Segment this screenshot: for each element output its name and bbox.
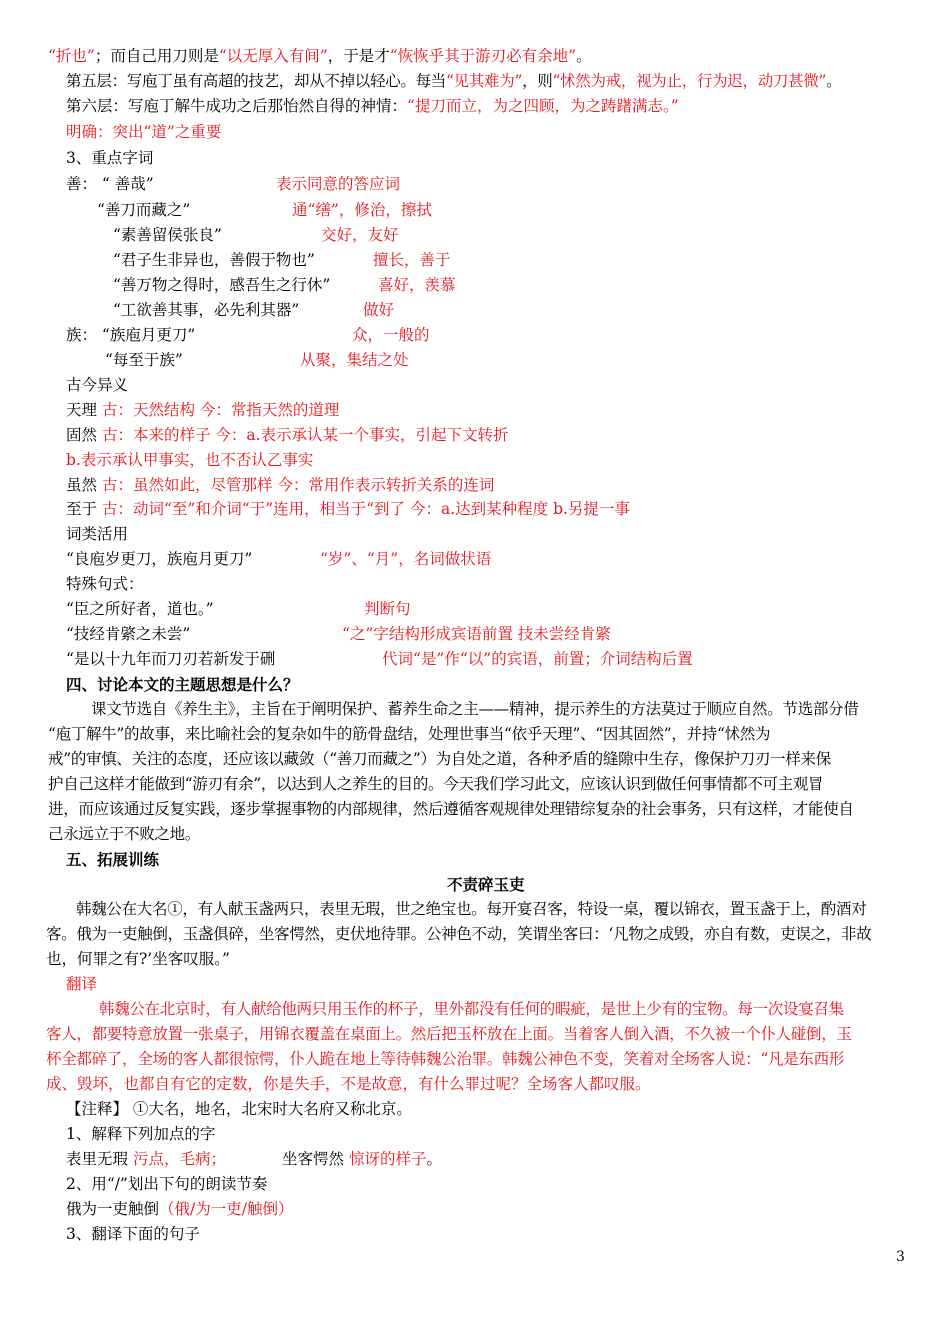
text-line bbox=[66, 323, 430, 348]
answer-text: 翻译 bbox=[66, 975, 98, 993]
text-line bbox=[48, 722, 770, 747]
text-run: 课文节选自《养生主》，主旨在于阐明保护、蓄养生命之主——精神，提示养生的方法莫过于顺应自然。节选部分借 bbox=[91, 700, 859, 718]
text-line bbox=[46, 922, 871, 947]
text-run: 固然 bbox=[66, 426, 102, 444]
answer-text: 韩魏公在北京时，有人献给他两只用玉作的杯子，里外都没有任何的暇疵，是世上少有的宝物。每一次设宴召集 bbox=[99, 1000, 844, 1018]
section-heading: 不责碎玉吏 bbox=[447, 875, 525, 894]
text-line bbox=[48, 772, 823, 797]
text-line bbox=[66, 1097, 412, 1122]
text-line bbox=[66, 146, 153, 171]
text-run-group bbox=[292, 198, 432, 223]
text-run: 3、重点字词 bbox=[66, 149, 154, 167]
text-run: 。 bbox=[426, 1150, 442, 1168]
text-line bbox=[46, 1047, 844, 1072]
text-run: “善万物之得时，感吾生之行休” bbox=[113, 276, 331, 294]
text-line bbox=[66, 1197, 293, 1222]
answer-text: 污点，毛病； bbox=[132, 1150, 226, 1168]
text-line bbox=[113, 248, 451, 273]
text-run-group bbox=[300, 348, 409, 373]
text-line bbox=[66, 448, 313, 473]
answer-text: b.表示承认甲事实，也不否认乙事实 bbox=[66, 451, 314, 469]
text-line bbox=[105, 348, 409, 373]
text-run: ，于是才 bbox=[327, 47, 390, 65]
answer-text: 杯全都碎了，全场的客人都很惊愕，仆人跪在地上等待韩魏公治罪。韩魏公神色不变，笑着对全场客人说：“凡是东西形 bbox=[46, 1050, 845, 1068]
answer-text: 惊讶的样子 bbox=[348, 1150, 427, 1168]
text-run: 词类活用 bbox=[66, 525, 129, 543]
text-run: “君子生非异也，善假于物也” bbox=[113, 251, 315, 269]
text-run: “素善留侯张良” bbox=[113, 226, 222, 244]
answer-text: 代词“是”作“以”的宾语，前置；介词结构后置 bbox=[382, 650, 693, 668]
text-line bbox=[76, 897, 866, 922]
text-line bbox=[66, 1147, 442, 1172]
text-line bbox=[66, 373, 128, 398]
text-run: 特殊句式： bbox=[66, 575, 144, 593]
answer-text: 判断句 bbox=[364, 600, 411, 618]
text-run: 古今异义 bbox=[66, 376, 129, 394]
text-run-group bbox=[373, 248, 451, 273]
answer-text: “见其难为” bbox=[446, 72, 523, 90]
text-run: 天理 bbox=[66, 401, 102, 419]
text-line bbox=[66, 423, 509, 448]
answer-text: “以无厚入有间” bbox=[218, 47, 328, 65]
text-line bbox=[66, 172, 401, 197]
text-run: 2、用“/”划出下句的朗读节奏 bbox=[66, 1175, 268, 1193]
text-run: 客。俄为一吏触倒，玉盏俱碎，坐客愕然，吏伏地待罪。公神色不动，笑谓坐客曰：‘凡物之成毁，亦自有数，吏误之，非故 bbox=[46, 925, 872, 943]
answer-text: “岁”、“月”，名词做状语 bbox=[320, 550, 492, 568]
answer-text: 喜好，羡慕 bbox=[378, 276, 456, 294]
text-run: 韩魏公在大名①，有人献玉盏两只，表里无瑕，世之绝宝也。每开宴召客，特设一桌，覆以锦衣，置玉盏于上，酌酒对 bbox=[76, 900, 867, 918]
text-run-group bbox=[342, 622, 611, 647]
text-line bbox=[66, 672, 299, 697]
answer-text: 擅长，善于 bbox=[373, 251, 451, 269]
text-run: “善刀而藏之” bbox=[97, 201, 191, 219]
text-line bbox=[66, 572, 144, 597]
text-line bbox=[113, 298, 395, 323]
text-line bbox=[91, 697, 858, 722]
answer-text: 通“缮”，修治，擦拭 bbox=[292, 201, 432, 219]
text-run-group bbox=[282, 1147, 442, 1172]
text-run: 。 bbox=[576, 47, 592, 65]
text-line bbox=[447, 872, 525, 897]
text-run: ；而自己用刀则是 bbox=[94, 47, 219, 65]
text-run-group bbox=[321, 223, 399, 248]
text-run: ，则 bbox=[522, 72, 553, 90]
answer-text: “怵然为戒，视为止，行为迟，动刀甚微” bbox=[552, 72, 827, 90]
text-line bbox=[97, 198, 432, 223]
section-heading: 四、讨论本文的主题思想是什么？ bbox=[66, 675, 299, 694]
answer-text: “之”字结构形成宾语前置 技未尝经肯綮 bbox=[342, 625, 611, 643]
text-run: 护自己这样才能做到“游刃有余”，以达到人之养生的目的。今天我们学习此文，应该认识到做任何事情都不可主观冒 bbox=[48, 775, 824, 793]
text-run: 俄为一吏触倒 bbox=[66, 1200, 160, 1218]
text-run: 1、解释下列加点的字 bbox=[66, 1125, 216, 1143]
text-run-group bbox=[363, 298, 394, 323]
text-run: 虽然 bbox=[66, 476, 102, 494]
section-heading: 五、拓展训练 bbox=[66, 850, 160, 869]
answer-text: 古：动词“至”和介词“于”连用，相当于“到了 今：a.达到某种程度 b.另提一事 bbox=[101, 500, 630, 518]
text-run: “庖丁解牛”的故事，来比喻社会的复杂如牛的筋骨盘结，处理世事当“依乎天理”、“因其固然”，并持“怵然为 bbox=[48, 725, 771, 743]
text-run: 3、翻译下面的句子 bbox=[66, 1225, 200, 1243]
text-line bbox=[46, 947, 230, 972]
text-run: 戒”的审慎、关注的态度，还应该以藏敛（“善刀而藏之”）为自处之道，各种矛盾的缝隙中生存，像保护刀刃一样来保 bbox=[48, 750, 831, 768]
text-run: 族： “族庖月更刀” bbox=[66, 326, 196, 344]
text-line bbox=[48, 822, 200, 847]
text-line bbox=[113, 223, 399, 248]
text-run: “臣之所好者，道也。” bbox=[66, 600, 214, 618]
text-run: 。 bbox=[826, 72, 842, 90]
page-number: 3 bbox=[896, 1249, 905, 1265]
text-run: “技经肯綮之未尝” bbox=[66, 625, 191, 643]
text-line bbox=[66, 847, 159, 872]
text-line bbox=[66, 1222, 200, 1247]
text-line bbox=[66, 473, 494, 498]
text-run: 己永远立于不败之地。 bbox=[48, 825, 201, 843]
answer-text: 古：虽然如此，尽管那样 今：常用作表示转折关系的连词 bbox=[101, 476, 495, 494]
answer-text: 众，一般的 bbox=[352, 326, 430, 344]
text-line bbox=[99, 997, 844, 1022]
text-line bbox=[66, 1122, 215, 1147]
text-run: 也，何罪之有?’坐客叹服。” bbox=[46, 950, 230, 968]
text-line bbox=[66, 69, 841, 94]
text-run: 善： “ 善哉” bbox=[66, 175, 154, 193]
answer-text: “提刀而立，为之四顾，为之踌躇满志。” bbox=[407, 97, 679, 115]
answer-text: “折也” bbox=[48, 47, 95, 65]
answer-text: 客人，都要特意放置一张桌子，用锦衣覆盖在桌面上。然后把玉杯放在上面。当着客人倒入酒，不久被一个仆人碰倒，玉 bbox=[46, 1025, 852, 1043]
text-run: “良庖岁更刀，族庖月更刀” bbox=[66, 550, 253, 568]
text-run-group bbox=[364, 597, 411, 622]
text-line bbox=[66, 647, 693, 672]
text-run-group bbox=[276, 172, 400, 197]
text-line bbox=[66, 622, 611, 647]
text-line bbox=[48, 44, 592, 69]
answer-text: 明确：突出“道”之重要 bbox=[66, 123, 222, 141]
answer-text: 做好 bbox=[363, 301, 395, 319]
text-run: 第五层：写庖丁虽有高超的技艺，却从不掉以轻心。每当 bbox=[66, 72, 447, 90]
text-line bbox=[66, 522, 128, 547]
text-line bbox=[113, 273, 456, 298]
text-line bbox=[48, 747, 831, 772]
answer-text: 古：本来的样子 今：a.表示承认某一个事实，引起下文转折 bbox=[101, 426, 509, 444]
text-run: “每至于族” bbox=[105, 351, 183, 369]
text-run-group bbox=[352, 323, 430, 348]
text-run-group bbox=[382, 647, 693, 672]
text-run: “工欲善其事，必先利其器” bbox=[113, 301, 300, 319]
text-run: 第六层：写庖丁解牛成功之后那怡然自得的神情： bbox=[66, 97, 408, 115]
text-run-group bbox=[378, 273, 456, 298]
answer-text: 从聚，集结之处 bbox=[300, 351, 409, 369]
answer-text: 成、毁坏，也都自有它的定数，你是失手，不是故意，有什么罪过呢？全场客人都叹服。 bbox=[46, 1075, 651, 1093]
text-run: 【注释】 ①大名，地名，北宋时大名府又称北京。 bbox=[66, 1100, 412, 1118]
text-line bbox=[66, 497, 630, 522]
answer-text: 古：天然结构 今：常指天然的道理 bbox=[101, 401, 340, 419]
text-run-group bbox=[320, 547, 491, 572]
text-run: “是以十九年而刀刃若新发于硎 bbox=[66, 650, 276, 668]
text-line bbox=[66, 547, 492, 572]
text-line bbox=[66, 94, 679, 119]
text-run: 坐客愕然 bbox=[282, 1150, 349, 1168]
text-line bbox=[46, 1072, 651, 1097]
answer-text: 交好，友好 bbox=[321, 226, 399, 244]
answer-text: （俄/为一吏/触倒） bbox=[159, 1200, 294, 1218]
text-line bbox=[66, 398, 339, 423]
text-run: 进，而应该通过反复实践，逐步掌握事物的内部规律，然后遵循客观规律处理错综复杂的社会事务，只有这样，才能使自 bbox=[48, 800, 854, 818]
answer-text: 表示同意的答应词 bbox=[276, 175, 401, 193]
answer-text: “恢恢乎其于游刃必有余地” bbox=[389, 47, 577, 65]
text-line bbox=[66, 597, 411, 622]
text-line bbox=[66, 1172, 267, 1197]
text-line bbox=[48, 797, 854, 822]
text-line bbox=[66, 972, 97, 997]
text-run: 至于 bbox=[66, 500, 102, 518]
text-line bbox=[46, 1022, 852, 1047]
text-run: 表里无瑕 bbox=[66, 1150, 133, 1168]
text-line bbox=[66, 120, 221, 145]
